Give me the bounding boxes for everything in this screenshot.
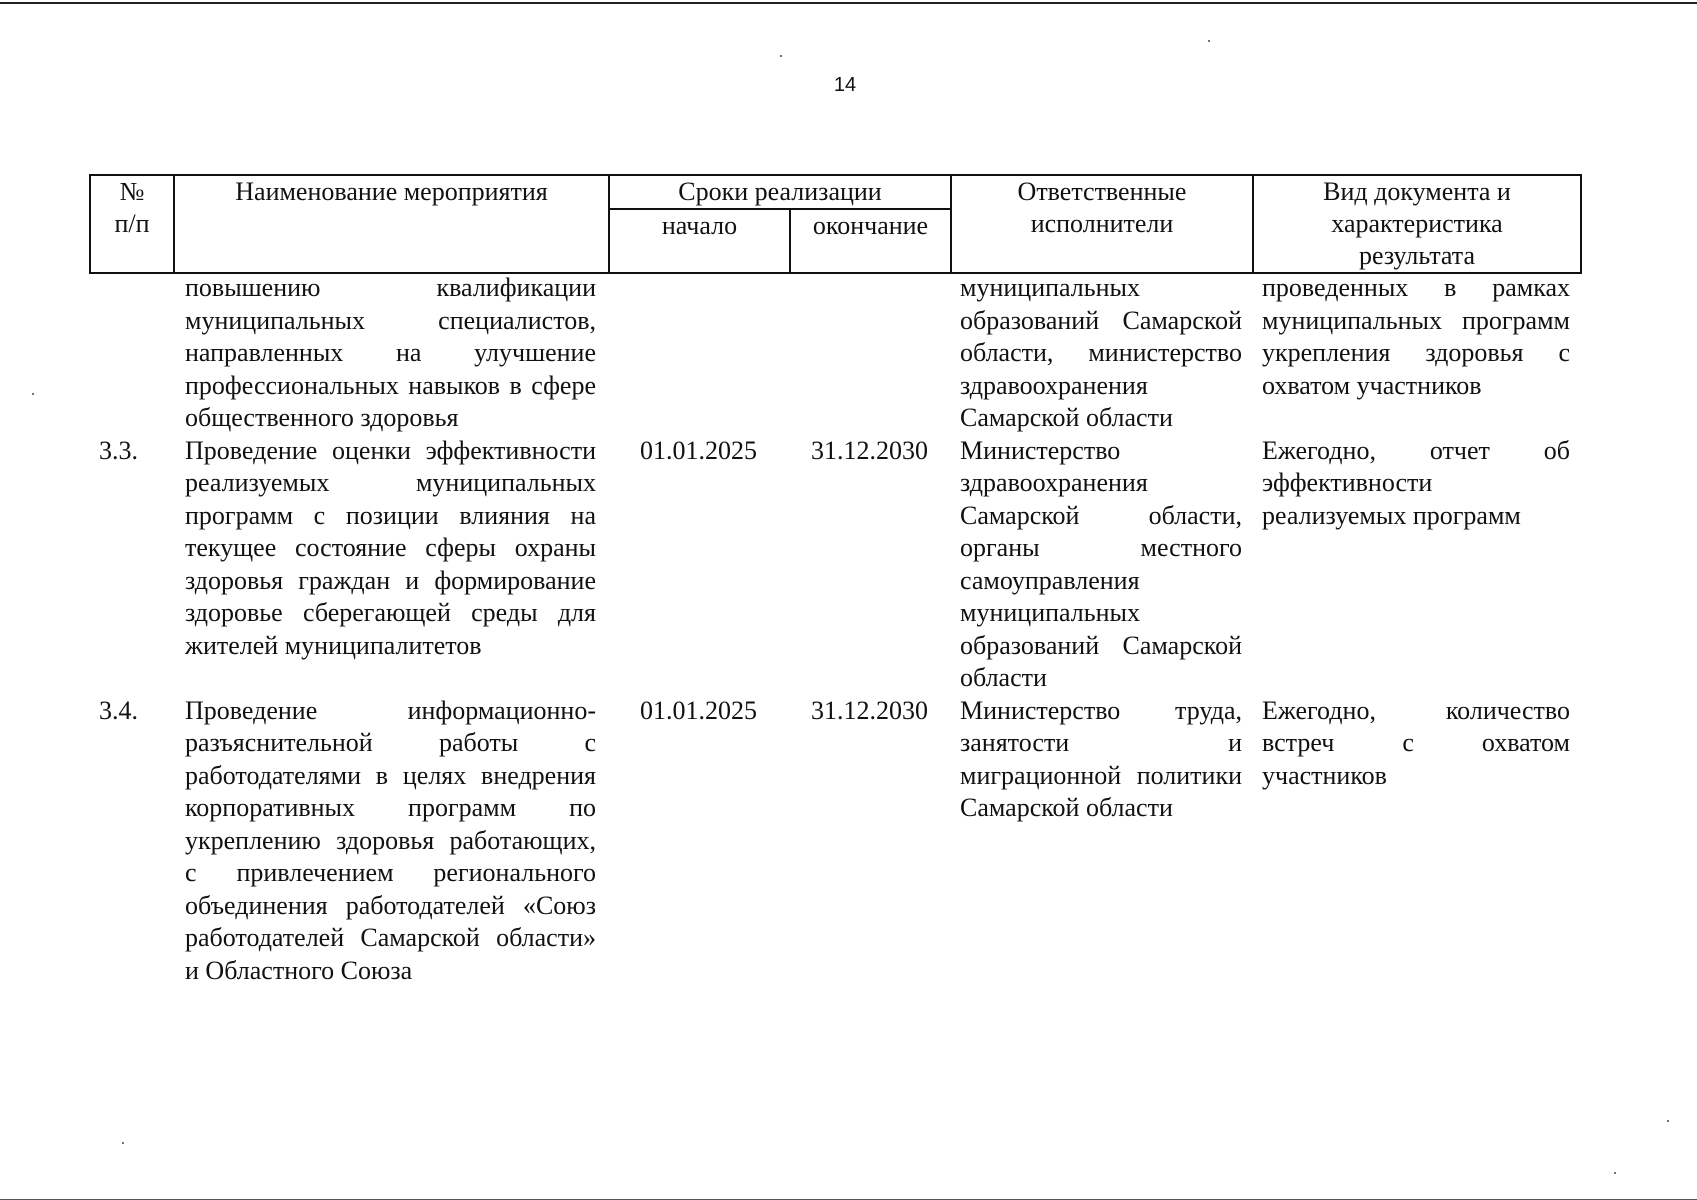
row-end: [789, 272, 950, 435]
table-header: [89, 174, 1582, 274]
header-name: Наименование мероприятия: [174, 175, 609, 273]
scan-speck: [32, 393, 34, 395]
header-responsible: Ответственные исполнители: [951, 175, 1253, 273]
scan-speck: [1614, 1172, 1616, 1174]
table-row: [89, 272, 1580, 435]
row-number: 3.3.: [99, 435, 138, 465]
header-start: начало: [609, 209, 790, 273]
scan-speck: [122, 1142, 124, 1144]
scan-speck: [1667, 1120, 1669, 1122]
row-responsible: муниципальных образований Самарской области, министерство здравоохранения Самарской области: [960, 273, 1242, 432]
header-terms: Сроки реализации: [609, 175, 951, 209]
row-responsible: Министерство здравоохранения Самарской области, органы местного самоуправления муниципальных образований Самарской области: [960, 435, 1242, 692]
header-end: окончание: [790, 209, 951, 273]
header-number: № п/п: [90, 175, 174, 273]
row-result: проведенных в рамках муниципальных программ укрепления здоровья с охватом участников: [1262, 273, 1570, 400]
row-number: [89, 272, 173, 435]
scan-speck: [1208, 40, 1210, 42]
row-name: Проведение оценки эффективности реализуемых муниципальных программ с позиции влияния на текущее состояние сферы охраны здоровья граждан и формирование здоровье сберегающей среды для жителей муниципалитетов: [185, 435, 596, 660]
row-start: 01.01.2025: [640, 435, 757, 465]
row-result: Ежегодно, отчет об эффективности реализуемых программ: [1262, 435, 1570, 530]
row-number: 3.4.: [99, 695, 138, 725]
table-body: [89, 272, 1580, 987]
row-end: 31.12.2030: [811, 435, 928, 465]
row-responsible: Министерство труда, занятости и миграционной политики Самарской области: [960, 695, 1242, 822]
scan-speck: [780, 55, 782, 57]
page-number: 14: [833, 74, 857, 96]
row-start: 01.01.2025: [640, 695, 757, 725]
row-result: Ежегодно, количество встреч с охватом участников: [1262, 695, 1570, 790]
top-border-line: [0, 2, 1697, 4]
row-name: повышению квалификации муниципальных специалистов, направленных на улучшение профессиональных навыков в сфере общественного здоровья: [185, 273, 596, 432]
row-end: 31.12.2030: [811, 695, 928, 725]
table-row: [89, 695, 1580, 988]
row-name: Проведение информационно-разъяснительной работы с работодателями в целях внедрения корпоративных программ по укреплению здоровья работающих, с привлечением регионального объединения работодателей «Союз работодателей Самарской области» и Областного Союза: [185, 695, 596, 985]
table-row: [89, 435, 1580, 695]
row-start: [608, 272, 789, 435]
header-result: Вид документа и характеристика результата: [1253, 175, 1581, 273]
